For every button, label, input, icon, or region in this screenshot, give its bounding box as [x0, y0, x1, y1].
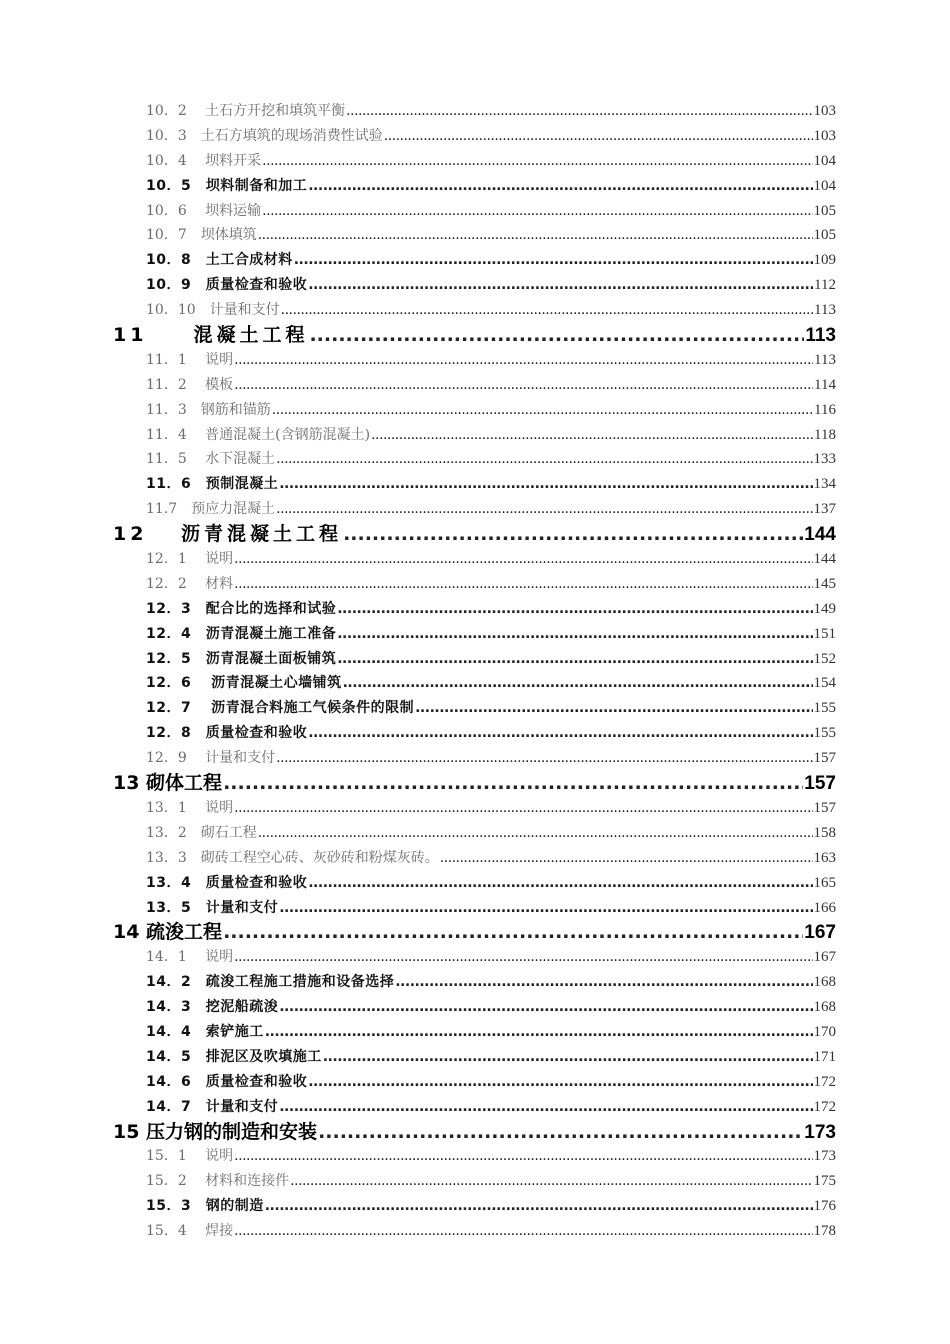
toc-section-entry[interactable] [0, 273, 950, 298]
toc-entry-title: 15 压力钢的制造和安装 [113, 1120, 318, 1143]
toc-page-number: 165 [813, 874, 836, 891]
toc-section-entry[interactable] [0, 821, 950, 846]
toc-page-number: 104 [813, 152, 836, 169]
toc-page-number: 113 [805, 325, 836, 347]
toc-page-number: 166 [813, 899, 836, 916]
toc-section-entry[interactable] [0, 472, 950, 497]
toc-section-entry[interactable] [0, 647, 950, 672]
toc-page-number: 157 [813, 750, 836, 767]
dot-leader [337, 647, 812, 672]
toc-section-entry[interactable] [0, 721, 950, 746]
toc-entry-title: 15．2 材料和连接件 [146, 1173, 290, 1190]
toc-page-number: 157 [813, 799, 836, 816]
toc-page-number: 112 [814, 277, 836, 294]
toc-page-number: 134 [813, 476, 836, 493]
toc-entry-title: 10．8 土工合成材料 [146, 252, 293, 269]
toc-page-number: 155 [813, 700, 836, 717]
toc-section-entry[interactable] [0, 423, 950, 448]
dot-leader [223, 920, 803, 945]
toc-page-number: 118 [814, 426, 836, 443]
dot-leader [262, 149, 812, 174]
dot-leader [308, 871, 812, 896]
toc-page-number: 116 [814, 401, 836, 418]
dot-leader [276, 746, 812, 771]
toc-entry-title: 14 疏浚工程 [113, 921, 223, 944]
toc-page-number: 113 [814, 302, 836, 319]
dot-leader [308, 174, 812, 199]
toc-entry-title: 10．3 土石方填筑的现场消费性试验 [146, 127, 383, 144]
toc-section-entry[interactable] [0, 149, 950, 174]
dot-leader [265, 1194, 813, 1219]
toc-entry-title: 12．7 沥青混合料施工气候条件的限制 [146, 700, 415, 717]
dot-leader [308, 721, 812, 746]
toc-entry-title: 12．4 沥青混凝土施工准备 [146, 625, 337, 642]
toc-entry-title: 12．8 质量检查和验收 [146, 725, 308, 742]
toc-entry-title: 10．5 坝料制备和加工 [146, 177, 308, 194]
toc-section-entry[interactable] [0, 447, 950, 472]
toc-entry-title: 14．2 疏浚工程施工措施和设备选择 [146, 974, 395, 991]
toc-chapter-entry[interactable] [0, 920, 950, 945]
dot-leader [258, 821, 813, 846]
toc-section-entry[interactable] [0, 199, 950, 224]
dot-leader [265, 1020, 813, 1045]
dot-leader [279, 896, 812, 921]
toc-page-number: 176 [813, 1198, 836, 1215]
dot-leader [440, 846, 813, 871]
toc-entry-title: 11．3 钢筋和锚筋 [146, 401, 271, 418]
toc-chapter-entry[interactable] [0, 1120, 950, 1145]
dot-leader [323, 1045, 813, 1070]
dot-leader [384, 124, 813, 149]
toc-entry-title: 14．6 质量检查和验收 [146, 1073, 308, 1090]
toc-entry-title: 15．3 钢的制造 [146, 1198, 264, 1215]
toc-entry-title: 13 砌体工程 [113, 772, 223, 795]
toc-entry-title: 11．5 水下混凝土 [146, 451, 276, 468]
toc-section-entry[interactable] [0, 696, 950, 721]
toc-page-number: 114 [814, 376, 836, 393]
toc-entry-title: 12．9 计量和支付 [146, 750, 276, 767]
toc-entry-title: 10．7 坝体填筑 [146, 227, 257, 244]
toc-section-entry[interactable] [0, 124, 950, 149]
toc-page-number: 172 [813, 1073, 836, 1090]
dot-leader [346, 99, 812, 124]
toc-page-number: 152 [813, 650, 836, 667]
toc-section-entry[interactable] [0, 373, 950, 398]
toc-section-entry[interactable] [0, 970, 950, 995]
dot-leader [343, 522, 803, 547]
toc-page-number: 154 [813, 675, 836, 692]
toc-section-entry[interactable] [0, 572, 950, 597]
toc-section-entry[interactable] [0, 995, 950, 1020]
dot-leader [234, 373, 813, 398]
toc-page-number: 178 [813, 1223, 836, 1240]
toc-entry-title: 10．4 坝料开采 [146, 152, 262, 169]
toc-section-entry[interactable] [0, 248, 950, 273]
toc-entry-title: 11．4 普通混凝土(含钢筋混凝土) [146, 426, 371, 443]
dot-leader [343, 671, 813, 696]
dot-leader [276, 497, 812, 522]
toc-section-entry[interactable] [0, 1144, 950, 1169]
toc-entry-title: 14．7 计量和支付 [146, 1098, 279, 1115]
toc-section-entry[interactable] [0, 597, 950, 622]
toc-entry-title: 15．4 焊接 [146, 1223, 234, 1240]
toc-page-number: 137 [813, 501, 836, 518]
toc-section-entry[interactable] [0, 1169, 950, 1194]
toc-entry-title: 12．1 说明 [146, 551, 234, 568]
toc-entry-title: 10．10 计量和支付 [146, 302, 280, 319]
toc-page-number: 144 [813, 551, 836, 568]
toc-entry-title: 11．6 预制混凝土 [146, 476, 279, 493]
toc-entry-title: 12．3 配合比的选择和试验 [146, 600, 337, 617]
toc-entry-title: 13．1 说明 [146, 799, 234, 816]
dot-leader [337, 622, 812, 647]
toc-page-number: 173 [804, 1121, 836, 1143]
dot-leader [294, 248, 813, 273]
dot-leader [395, 970, 812, 995]
toc-section-entry[interactable] [0, 1020, 950, 1045]
toc-entry-title: 11.7 预应力混凝土 [146, 501, 276, 518]
toc-entry-title: 10．9 质量检查和验收 [146, 277, 308, 294]
toc-page-number: 167 [804, 922, 836, 944]
dot-leader [262, 199, 812, 224]
dot-leader [308, 273, 813, 298]
toc-section-entry[interactable] [0, 1070, 950, 1095]
toc-section-entry[interactable] [0, 846, 950, 871]
dot-leader [279, 1095, 812, 1120]
toc-page-number: 113 [814, 351, 836, 368]
toc-page-number: 167 [813, 949, 836, 966]
toc-page-number: 158 [813, 824, 836, 841]
dot-leader [234, 1219, 812, 1244]
toc-entry-title: 10．6 坝料运输 [146, 202, 262, 219]
toc-entry-title: 14．5 排泥区及吹填施工 [146, 1048, 322, 1065]
toc-section-entry[interactable] [0, 796, 950, 821]
dot-leader [276, 447, 812, 472]
toc-section-entry[interactable] [0, 497, 950, 522]
toc-entry-title: 11 混凝土工程 [113, 324, 309, 347]
dot-leader [290, 1169, 812, 1194]
toc-section-entry[interactable] [0, 1219, 950, 1244]
toc-page-number: 173 [813, 1148, 836, 1165]
toc-entry-title: 10．2 土石方开挖和填筑平衡 [146, 103, 346, 119]
dot-leader [234, 796, 812, 821]
toc-section-entry[interactable] [0, 99, 950, 124]
dot-leader [272, 398, 813, 423]
toc-section-entry[interactable] [0, 298, 950, 323]
toc-chapter-entry[interactable] [0, 771, 950, 796]
toc-page-number: 157 [804, 773, 836, 795]
toc-chapter-entry[interactable] [0, 522, 950, 547]
toc-section-entry[interactable] [0, 1194, 950, 1219]
toc-entry-title: 15．1 说明 [146, 1148, 234, 1165]
dot-leader [234, 945, 812, 970]
toc-page-number: 170 [813, 1023, 836, 1040]
dot-leader [279, 472, 812, 497]
toc-page-number: 155 [813, 725, 836, 742]
toc-page-number: 149 [813, 600, 836, 617]
toc-page-number: 163 [813, 849, 836, 866]
toc-section-entry[interactable] [0, 945, 950, 970]
dot-leader [309, 323, 804, 348]
dot-leader [281, 298, 813, 323]
toc-entry-title: 11．2 模板 [146, 376, 234, 393]
toc-entry-title: 12 沥青混凝土工程 [113, 523, 343, 546]
toc-page-number: 103 [813, 127, 836, 144]
toc-page-number: 172 [813, 1098, 836, 1115]
toc-page-number: 105 [813, 202, 836, 219]
toc-entry-title: 12．6 沥青混凝土心墙铺筑 [146, 675, 342, 692]
dot-leader [337, 597, 812, 622]
toc-entry-title: 13．5 计量和支付 [146, 899, 279, 916]
toc-page-number: 168 [813, 999, 836, 1016]
toc-entry-title: 12．5 沥青混凝土面板铺筑 [146, 650, 337, 667]
dot-leader [415, 696, 812, 721]
toc-entry-title: 11．1 说明 [146, 351, 234, 368]
dot-leader [234, 547, 812, 572]
toc-page-number: 105 [813, 227, 836, 244]
toc-page-number: 175 [813, 1173, 836, 1190]
dot-leader [279, 995, 812, 1020]
toc-page-number: 145 [813, 575, 836, 592]
toc-page-number: 133 [813, 451, 836, 468]
dot-leader [234, 1144, 812, 1169]
toc-section-entry[interactable] [0, 1095, 950, 1120]
toc-section-entry[interactable] [0, 348, 950, 373]
toc-entry-title: 12．2 材料 [146, 575, 234, 592]
toc-section-entry[interactable] [0, 1045, 950, 1070]
dot-leader [223, 771, 803, 796]
toc-section-entry[interactable] [0, 398, 950, 423]
dot-leader [318, 1120, 803, 1145]
toc-page-number: 171 [813, 1048, 836, 1065]
toc-section-entry[interactable] [0, 671, 950, 696]
toc-page-number: 151 [813, 625, 836, 642]
dot-leader [371, 423, 813, 448]
toc-section-entry[interactable] [0, 871, 950, 896]
toc-section-entry[interactable] [0, 896, 950, 921]
dot-leader [308, 1070, 812, 1095]
toc-page-number: 109 [813, 252, 836, 269]
dot-leader [258, 223, 813, 248]
toc-entry-title: 13．4 质量检查和验收 [146, 874, 308, 891]
toc-entry-title: 13．2 砌石工程 [146, 824, 257, 841]
toc-section-entry[interactable] [0, 547, 950, 572]
toc-entry-title: 14．4 索铲施工 [146, 1023, 264, 1040]
dot-leader [234, 348, 813, 373]
toc-section-entry[interactable] [0, 622, 950, 647]
table-of-contents [0, 99, 950, 1244]
dot-leader [234, 572, 812, 597]
toc-section-entry[interactable] [0, 746, 950, 771]
toc-page-number: 168 [813, 974, 836, 991]
toc-entry-title: 14．1 说明 [146, 949, 234, 966]
toc-page-number: 103 [813, 103, 836, 119]
toc-chapter-entry[interactable] [0, 323, 950, 348]
toc-entry-title: 14．3 挖泥船疏浚 [146, 999, 279, 1016]
toc-page-number: 144 [804, 524, 836, 546]
toc-entry-title: 13．3 砌砖工程空心砖、灰砂砖和粉煤灰砖。 [146, 849, 439, 866]
toc-section-entry[interactable] [0, 223, 950, 248]
toc-page-number: 104 [813, 177, 836, 194]
toc-section-entry[interactable] [0, 174, 950, 199]
